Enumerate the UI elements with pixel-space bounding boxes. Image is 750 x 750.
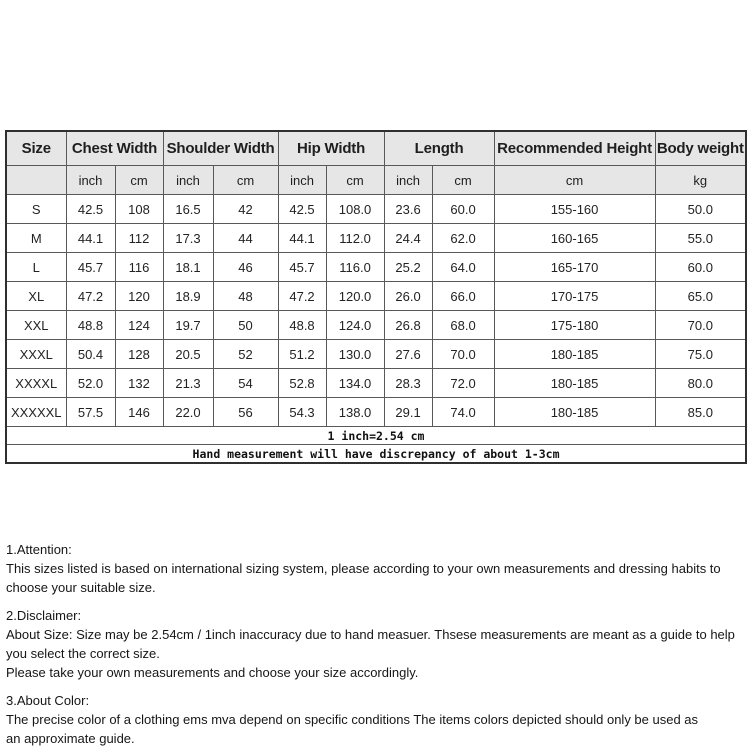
note-line: an approximate guide.	[6, 731, 135, 746]
value-cell: 70.0	[655, 311, 746, 340]
value-cell: 19.7	[163, 311, 213, 340]
table-footnote: 1 inch=2.54 cm	[6, 427, 746, 445]
value-cell: 146	[115, 398, 163, 427]
value-cell: 128	[115, 340, 163, 369]
value-cell: 25.2	[384, 253, 432, 282]
value-cell: 16.5	[163, 195, 213, 224]
value-cell: 51.2	[278, 340, 326, 369]
value-cell: 120	[115, 282, 163, 311]
unit-header: cm	[432, 166, 494, 195]
value-cell: 54	[213, 369, 278, 398]
value-cell: 72.0	[432, 369, 494, 398]
value-cell: 44	[213, 224, 278, 253]
note-heading: 1.Attention:	[6, 542, 72, 557]
table-footer	[6, 427, 746, 464]
note-section	[6, 691, 746, 748]
value-cell: 27.6	[384, 340, 432, 369]
value-cell: 175-180	[494, 311, 655, 340]
value-cell: 42.5	[66, 195, 115, 224]
value-cell: 52	[213, 340, 278, 369]
size-label: XXXXXL	[6, 398, 66, 427]
unit-header: kg	[655, 166, 746, 195]
unit-header: inch	[278, 166, 326, 195]
value-cell: 46	[213, 253, 278, 282]
value-cell: 17.3	[163, 224, 213, 253]
size-row	[6, 195, 746, 224]
unit-header: cm	[326, 166, 384, 195]
table-body	[6, 195, 746, 427]
value-cell: 108	[115, 195, 163, 224]
value-cell: 48.8	[66, 311, 115, 340]
size-label: M	[6, 224, 66, 253]
value-cell: 60.0	[655, 253, 746, 282]
value-cell: 64.0	[432, 253, 494, 282]
value-cell: 18.1	[163, 253, 213, 282]
value-cell: 44.1	[278, 224, 326, 253]
footnote-row	[6, 445, 746, 464]
size-row	[6, 340, 746, 369]
value-cell: 23.6	[384, 195, 432, 224]
value-cell: 165-170	[494, 253, 655, 282]
unit-header: cm	[213, 166, 278, 195]
value-cell: 45.7	[278, 253, 326, 282]
value-cell: 180-185	[494, 340, 655, 369]
value-cell: 47.2	[278, 282, 326, 311]
value-cell: 50.0	[655, 195, 746, 224]
value-cell: 138.0	[326, 398, 384, 427]
unit-header	[6, 166, 66, 195]
value-cell: 134.0	[326, 369, 384, 398]
value-cell: 124.0	[326, 311, 384, 340]
value-cell: 120.0	[326, 282, 384, 311]
value-cell: 57.5	[66, 398, 115, 427]
value-cell: 180-185	[494, 398, 655, 427]
column-header: Length	[384, 131, 494, 166]
value-cell: 116.0	[326, 253, 384, 282]
unit-header: inch	[384, 166, 432, 195]
value-cell: 132	[115, 369, 163, 398]
value-cell: 44.1	[66, 224, 115, 253]
value-cell: 74.0	[432, 398, 494, 427]
table-footnote: Hand measurement will have discrepancy of about 1-3cm	[6, 445, 746, 464]
value-cell: 112.0	[326, 224, 384, 253]
column-header: Size	[6, 131, 66, 166]
size-chart-table	[5, 130, 747, 464]
value-cell: 55.0	[655, 224, 746, 253]
unit-header: inch	[163, 166, 213, 195]
value-cell: 42	[213, 195, 278, 224]
size-label: XXXXL	[6, 369, 66, 398]
notes-section	[6, 540, 746, 750]
note-section	[6, 606, 746, 682]
header-group-row	[6, 131, 746, 166]
value-cell: 116	[115, 253, 163, 282]
value-cell: 54.3	[278, 398, 326, 427]
note-line: Please take your own measurements and choose your size accordingly.	[6, 665, 419, 680]
value-cell: 28.3	[384, 369, 432, 398]
value-cell: 66.0	[432, 282, 494, 311]
footnote-row	[6, 427, 746, 445]
value-cell: 108.0	[326, 195, 384, 224]
value-cell: 45.7	[66, 253, 115, 282]
value-cell: 47.2	[66, 282, 115, 311]
table-header	[6, 131, 746, 195]
value-cell: 112	[115, 224, 163, 253]
value-cell: 180-185	[494, 369, 655, 398]
value-cell: 50	[213, 311, 278, 340]
value-cell: 24.4	[384, 224, 432, 253]
size-label: XXL	[6, 311, 66, 340]
column-header: Chest Width	[66, 131, 163, 166]
value-cell: 85.0	[655, 398, 746, 427]
size-row	[6, 311, 746, 340]
note-heading: 3.About Color:	[6, 693, 90, 708]
column-header: Body weight	[655, 131, 746, 166]
unit-header: cm	[494, 166, 655, 195]
value-cell: 26.8	[384, 311, 432, 340]
value-cell: 48	[213, 282, 278, 311]
column-header: Shoulder Width	[163, 131, 278, 166]
value-cell: 48.8	[278, 311, 326, 340]
unit-header-row	[6, 166, 746, 195]
value-cell: 68.0	[432, 311, 494, 340]
value-cell: 50.4	[66, 340, 115, 369]
size-row	[6, 224, 746, 253]
value-cell: 130.0	[326, 340, 384, 369]
value-cell: 60.0	[432, 195, 494, 224]
size-label: XXXL	[6, 340, 66, 369]
unit-header: cm	[115, 166, 163, 195]
value-cell: 56	[213, 398, 278, 427]
value-cell: 75.0	[655, 340, 746, 369]
note-heading: 2.Disclaimer:	[6, 608, 82, 623]
note-line: About Size: Size may be 2.54cm / 1inch inaccuracy due to hand measuer. Thsese measurements are meant as a guide to help you select the correct size.	[6, 627, 735, 661]
size-row	[6, 369, 746, 398]
value-cell: 18.9	[163, 282, 213, 311]
value-cell: 42.5	[278, 195, 326, 224]
value-cell: 20.5	[163, 340, 213, 369]
column-header: Recommended Height	[494, 131, 655, 166]
value-cell: 52.8	[278, 369, 326, 398]
note-line: This sizes listed is based on international sizing system, please according to your own measurements and dressing habits to choose your suitable size.	[6, 561, 721, 595]
value-cell: 80.0	[655, 369, 746, 398]
value-cell: 22.0	[163, 398, 213, 427]
value-cell: 26.0	[384, 282, 432, 311]
value-cell: 52.0	[66, 369, 115, 398]
value-cell: 65.0	[655, 282, 746, 311]
size-label: XL	[6, 282, 66, 311]
value-cell: 155-160	[494, 195, 655, 224]
size-label: S	[6, 195, 66, 224]
unit-header: inch	[66, 166, 115, 195]
size-label: L	[6, 253, 66, 282]
value-cell: 160-165	[494, 224, 655, 253]
value-cell: 29.1	[384, 398, 432, 427]
size-row	[6, 282, 746, 311]
column-header: Hip Width	[278, 131, 384, 166]
value-cell: 70.0	[432, 340, 494, 369]
value-cell: 62.0	[432, 224, 494, 253]
size-row	[6, 398, 746, 427]
value-cell: 124	[115, 311, 163, 340]
note-section	[6, 540, 746, 597]
value-cell: 170-175	[494, 282, 655, 311]
size-row	[6, 253, 746, 282]
note-line: The precise color of a clothing ems mva depend on specific conditions The items colors depicted should only be used as	[6, 712, 699, 727]
value-cell: 21.3	[163, 369, 213, 398]
